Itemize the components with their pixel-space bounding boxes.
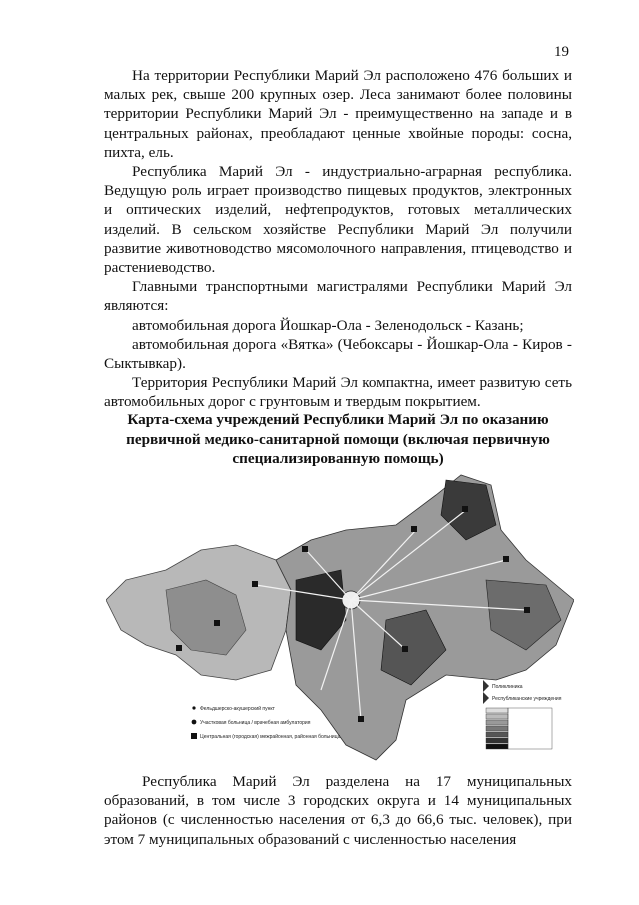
map-title: Карта-схема учреждений Республики Марий Эл по оказанию первичной медико-санитарной помощи (включая первичную специализированную помощь)	[126, 411, 550, 467]
paragraph-road-kazan: автомобильная дорога Йошкар-Ола - Зеленодольск - Казань;	[132, 316, 524, 334]
map-legend-right	[483, 680, 562, 749]
legend-republican: Республиканские учреждения	[492, 696, 562, 702]
page-number: 19	[554, 44, 569, 60]
paragraph-transport-intro: Главными транспортными магистралями Республики Марий Эл являются:	[104, 278, 572, 315]
legend-fap: Фельдшерско-акушерский пункт	[200, 706, 275, 712]
legend-scale	[486, 708, 552, 749]
legend-district-hospital: Участковая больница / врачебная амбулатория	[200, 720, 311, 726]
paragraph-economy: Республика Марий Эл - индустриально-аграрная республика. Ведущую роль играет производство пищевых продуктов, электронных и оптических изделий, нефтепродуктов, готовых металлических изделий. В сельском хозяйстве Республики Марий Эл получили развитие животноводство мясомолочного направления, птицеводство и растениеводство.	[104, 163, 572, 277]
body-text-top	[104, 66, 572, 412]
map-legend-left	[191, 705, 341, 740]
paragraph-municipalities: Республика Марий Эл разделена на 17 муниципальных образований, в том числе 3 городских округа и 14 муниципальных районов (с численностью населения от 6,3 до 66,6 тыс. человек), при этом 7 муниципальных образований с численностью населения	[104, 773, 572, 848]
region-map-image	[106, 470, 574, 762]
paragraph-rivers: На территории Республики Марий Эл расположено 476 больших и малых рек, свыше 200 крупных озер. Леса занимают более половины территории Республики Марий Эл - преимущественно на западе и в центральных районах, преобладают ценные хвойные породы: сосна, пихта, ель.	[104, 67, 572, 161]
region-map	[106, 470, 574, 762]
legend-central-hospital: Центральная (городская) межрайонная, районная больница	[200, 734, 341, 740]
legend-polyclinic: Поликлиника	[492, 684, 523, 690]
paragraph-road-network: Территория Республики Марий Эл компактна, имеет развитую сеть автомобильных дорог с грунтовым и твердым покрытием.	[104, 374, 572, 411]
body-text-bottom	[104, 772, 572, 849]
paragraph-road-vyatka: автомобильная дорога «Вятка» (Чебоксары - Йошкар-Ола - Киров - Сыктывкар).	[104, 335, 572, 373]
